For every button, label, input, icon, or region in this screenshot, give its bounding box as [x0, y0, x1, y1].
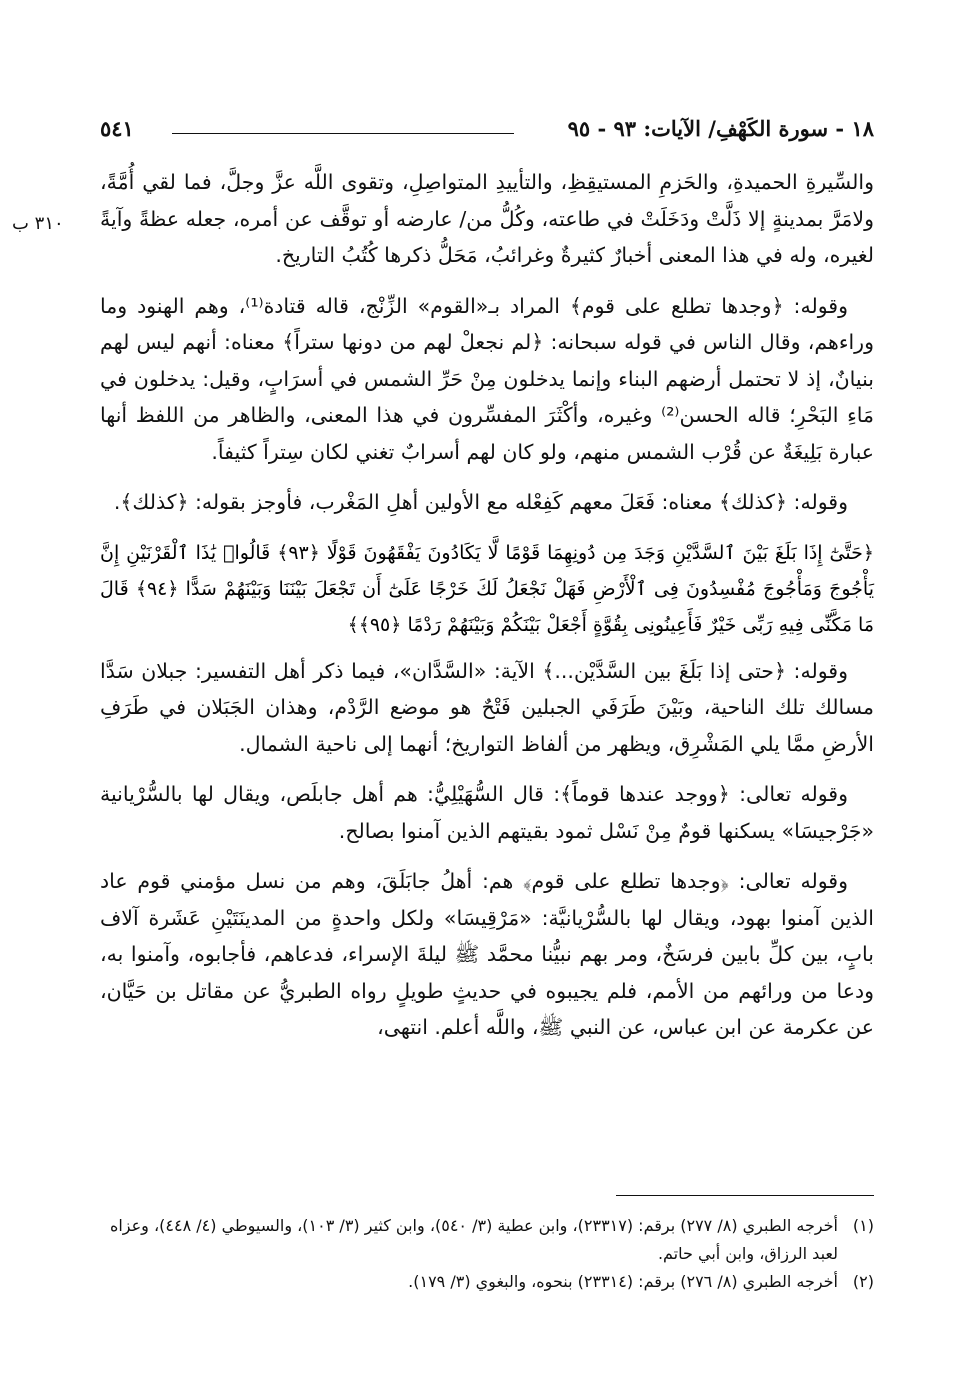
- quran-verses: ﴿حَتَّىٰٓ إِذَا بَلَغَ بَيْنَ ٱلسَّدَّيْنِ وَجَدَ مِن دُونِهِمَا قَوْمًا لَّا يَكَادُونَ يَفْقَهُونَ قَوْلًا ﴿٩٣﴾ قَالُوا۟ يَٰذَا ٱلْقَرْنَيْنِ إِنَّ يَأْجُوجَ وَمَأْجُوجَ مُفْسِدُونَ فِى ٱلْأَرْضِ فَهَلْ نَجْعَلُ لَكَ خَرْجًا عَلَىٰٓ أَن تَجْعَلَ بَيْنَنَا وَبَيْنَهُمْ سَدًّا ﴿٩٤﴾ قَالَ مَا مَكَّنِّى فِيهِ رَبِّى خَيْرٌ فَأَعِينُونِى بِقُوَّةٍ أَجْعَلْ بَيْنَكُمْ وَبَيْنَهُمْ رَدْمًا ﴿٩٥﴾﴾: [100, 541, 874, 636]
- page-number: ٥٤١: [100, 116, 134, 141]
- paragraph: وقوله: ﴿كذلك﴾ معناه: فَعَلَ معهم كَفِعْله مع الأولين أهلِ المَغْرب، فأوجز بقوله: ﴿كذلك﴾.: [113, 490, 848, 514]
- footnote-number: (١): [852, 1216, 874, 1235]
- footnote-rule: [616, 1195, 874, 1196]
- manuscript-folio-note: ٣١٠ ب: [12, 213, 64, 234]
- header-rule: [172, 133, 514, 134]
- footnote: [100, 1268, 874, 1296]
- paragraph: وقوله تعالى: ﴿وجدها تطلع على قوم﴾ هم: أهلُ جابَلَقَ، وهم من نسل مؤمني قوم عاد الذين آمنوا بهود، ويقال لها بالسُّرْيانيَّة: «مَرْقِيسَا» ولكل واحدةٍ من المدينَتَيْنِ عَشَرة آلاف بابٍ، بين كلِّ بابين فرسَخٌ، ومر بهم نبيُّنا محمَّد ﷺ ليلةَ الإسراء، فدعاهم، فأجابوه، وآمنوا به، ودعا من ورائهم من الأمم، فلم يجيبوه في حديثٍ طويلٍ رواه الطبريُّ عن مقاتل بن حَيَّان، عن عكرمة عن ابن عباس، عن النبي ﷺ، واللَّه أعلم. انتهى،: [100, 869, 874, 1039]
- paragraph: وقوله: ﴿حتى إذا بَلَغَ بين السَّدَّيْن...﴾ الآية: «السَّدَّان»، فيما ذكر أهل التفسير: جبلان سَدَّا مسالك تلك الناحية، وبَيْنَ طَرَفَي الجبلين فَتْحٌ هو موضع الرَّدْم، وهذان الجَبَلان في طَرَفِ الأرضِ ممَّا يلي المَشْرِق، ويظهر من ألفاظ التواريخ؛ أنهما إلى ناحية الشمال.: [100, 658, 874, 756]
- paragraph: وقوله تعالى: ﴿ووجد عندها قوماً﴾: قال السُّهَيْلِيُّ: هم أهل جابلَص، ويقال لها بالسُّرْيانية «جَرْجيسَا» يسكنها قومٌ مِنْ نَسْل ثمود بقيتهم الذين آمنوا بصالح.: [100, 782, 874, 843]
- footnote: [100, 1212, 874, 1268]
- paragraph: وقوله: ﴿وجدها تطلع على قوم﴾ المراد بـ«القوم» الزِّنْج، قاله قتادة⁽¹⁾، وهم الهنود وما وراءهم، وقال الناس في قوله سبحانه: ﴿لم نجعلْ لهم من دونها ستراً﴾ معناه: أنهم ليس لهم بنيانٌ، إذ لا تحتمل أرضهم البناء وإنما يدخلون مِنْ حَرِّ الشمس في أسرَابٍ، وقيل: يدخلون في مَاءِ البَحْرِ؛ قاله الحسن⁽²⁾ وغيره، وأكْثَرَ المفسِّرون في هذا المعنى، والظاهر من اللفظ أنها عبارة بَلِيغَةٌ عن قُرْب الشمس منهم، ولو كان لهم أسرابٌ تغني لكان سِتراً كثيفاً.: [100, 293, 874, 464]
- footnote-number: (٢): [852, 1272, 874, 1291]
- footnote-text: أخرجه الطبري (٨/ ٢٧٦) برقم: (٢٣٣١٤) بنحوه، والبغوي (٣/ ١٧٩).: [408, 1272, 838, 1291]
- running-title: ١٨ - سورة الكَهْفِ/ الآيات: ٩٣ - ٩٥: [567, 116, 874, 141]
- page-header: [100, 112, 874, 148]
- main-text: [100, 164, 874, 1060]
- footnote-text: أخرجه الطبري (٨/ ٢٧٧) برقم: (٢٣٣١٧)، وابن عطية (٣/ ٥٤٠)، وابن كثير (٣/ ١٠٣)، والسيوطي (٤/ ٤٤٨)، وعزاه لعبد الرزاق، وابن أبي حاتم.: [109, 1216, 838, 1263]
- footnotes: [100, 1212, 874, 1296]
- paragraph: والسِّيرةِ الحميدةِ، والحَزمِ المستيقِظِ، والتأييدِ المتواصِلِ، وتقوى اللَّه عزَّ وجلَّ، فما لقي أُمَّةً، ولامَرَّ بمدينةٍ إلا ذَلَّتْ ودَخَلَتْ في طاعته، وكُلُّ من/ عارضه أو توقَّف عن أمره، جعله عظةً وآيةً لغيره، وله في هذا المعنى أخبارٌ كثيرةٌ وغرائبُ، مَحَلُّ ذكرها كُتُبُ التاريخ.: [100, 170, 874, 267]
